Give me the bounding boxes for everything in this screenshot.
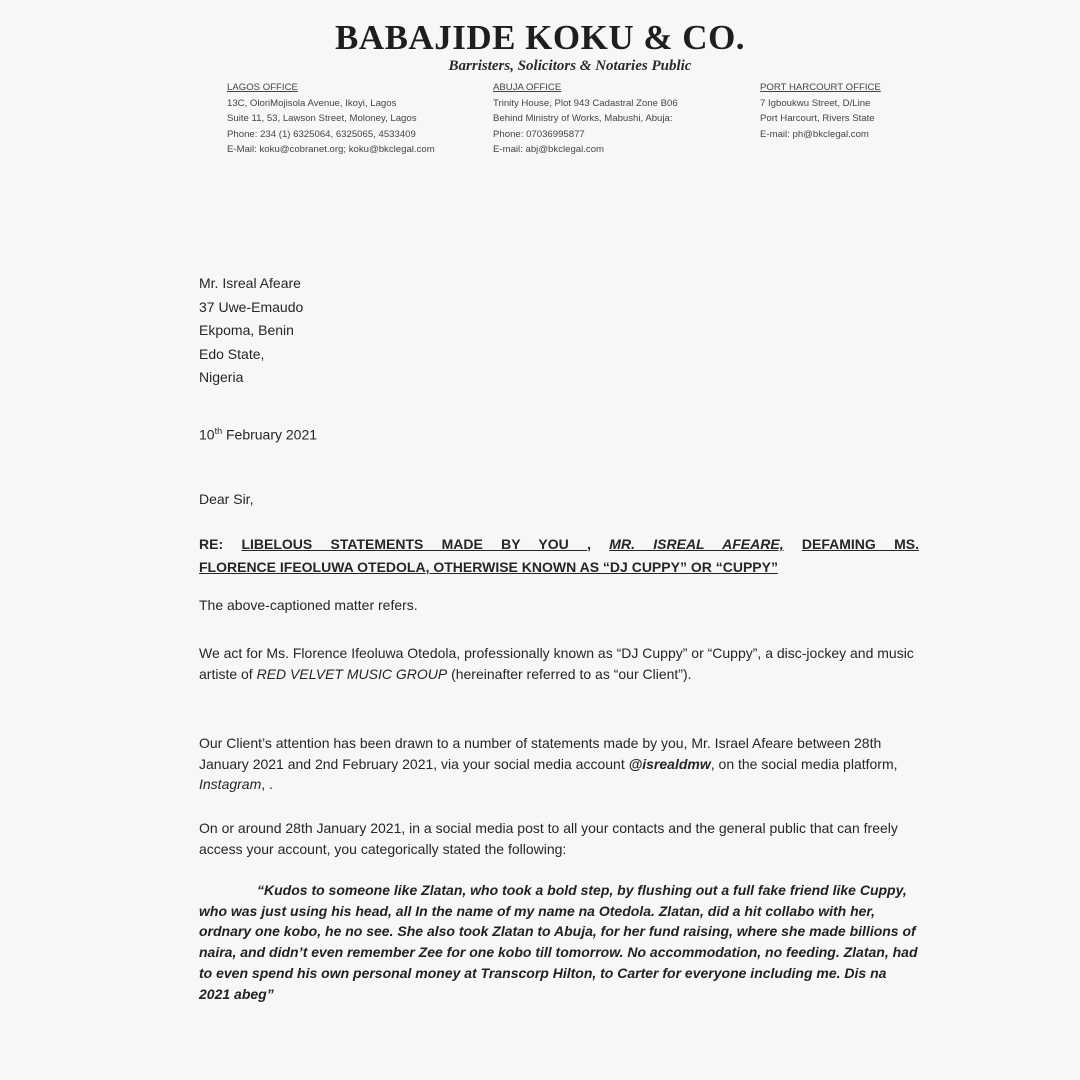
office-line: Suite 11, 53, Lawson Street, Moloney, Lagos: [227, 113, 417, 125]
subject-name: MR. ISREAL AFEARE,: [609, 536, 784, 552]
recipient-address: [199, 272, 303, 390]
office-lagos: [227, 80, 435, 158]
office-line: 7 Igboukwu Street, D/Line: [760, 97, 871, 109]
paragraph-1: The above-captioned matter refers.: [199, 597, 418, 613]
subject-prefix: RE:: [199, 536, 224, 552]
subject-text-line2: FLORENCE IFEOLUWA OTEDOLA, OTHERWISE KNOWN AS “DJ CUPPY” OR “CUPPY”: [199, 559, 778, 575]
office-line: 13C, OloriMojisola Avenue, Ikoyi, Lagos: [227, 97, 397, 109]
paragraph-2-text-end: (hereinafter referred to as “our Client”).: [447, 665, 692, 682]
office-line: E-mail: abj@bkclegal.com: [493, 144, 605, 156]
label-company: RED VELVET MUSIC GROUP: [256, 665, 448, 682]
paragraph-3-text: Our Client’s attention has been drawn to a number of statements made by you, Mr. Israel Afeare between 28th January 2021 and 2nd February 2021, via your social media account: [199, 735, 882, 772]
office-abuja: [493, 80, 678, 158]
office-heading: LAGOS OFFICE: [227, 82, 298, 93]
date-suffix: th: [214, 426, 223, 436]
office-heading: PORT HARCOURT OFFICE: [760, 82, 881, 93]
letter-date: [199, 426, 317, 443]
office-line: E-mail: ph@bkclegal.com: [760, 128, 869, 140]
recipient-line: 37 Uwe-Emaudo: [199, 298, 304, 315]
platform-name: Instagram: [199, 776, 262, 792]
quoted-statement: “Kudos to someone like Zlatan, who took a bold step, by flushing out a full fake friend like Cuppy, who was just using his head, all In the name of my name na Otedola. Zlatan, did a hit collabo with her, ordnary one kobo, he no see. She also took Zlatan to Abuja, for her fund raising, where she made billions of naira, and didn’t even remember Zee for one kobo till tomorrow. No accommodation, no feeding. Zlatan, had to even spend his own personal money at Transcorp Hilton, to Carter for everyone including me. Dis na 2021 abeg”: [199, 882, 918, 1002]
recipient-line: Ekpoma, Benin: [199, 322, 294, 338]
office-line: Port Harcourt, Rivers State: [760, 113, 875, 125]
firm-tagline: Barristers, Solicitors & Notaries Public: [448, 58, 692, 74]
date-day: 10: [199, 426, 215, 443]
paragraph-3-text-end: , .: [261, 776, 273, 792]
paragraph-4: On or around 28th January 2021, in a social media post to all your contacts and the general public that can freely access your account, you categorically stated the following:: [199, 820, 898, 857]
office-line: Phone: 234 (1) 6325064, 6325065, 4533409: [227, 128, 416, 140]
office-line: Phone: 07036995877: [493, 128, 585, 140]
social-handle: @isrealdmw: [628, 755, 711, 772]
paragraph-3: [199, 733, 924, 795]
paragraph-2-text: We act for Ms. Florence Ifeoluwa Otedola, professionally known as “DJ Cuppy” or “Cuppy”, a disc-jockey and music artiste of: [199, 645, 914, 682]
office-heading: ABUJA OFFICE: [493, 82, 562, 93]
subject-line: [199, 533, 919, 579]
office-line: Behind Ministry of Works, Mabushi, Abuja:: [493, 113, 673, 125]
firm-name: BABAJIDE KOKU & CO.: [334, 18, 746, 57]
office-line: E-Mail: koku@cobranet.org; koku@bkclegal.com: [227, 144, 435, 156]
subject-text-a: LIBELOUS STATEMENTS MADE BY YOU ,: [241, 536, 591, 552]
subject-text-c: DEFAMING MS.: [801, 536, 919, 552]
salutation: Dear Sir,: [199, 491, 254, 507]
recipient-line: Nigeria: [199, 369, 244, 385]
recipient-line: Mr. Isreal Afeare: [199, 275, 301, 291]
paragraph-2: [199, 643, 924, 684]
paragraph-3-text-mid: , on the social media platform,: [710, 755, 898, 772]
office-line: Trinity House, Plot 943 Cadastral Zone B06: [493, 97, 678, 109]
date-rest: February 2021: [222, 426, 318, 443]
recipient-line: Edo State,: [199, 345, 265, 362]
office-port-harcourt: [760, 80, 881, 142]
